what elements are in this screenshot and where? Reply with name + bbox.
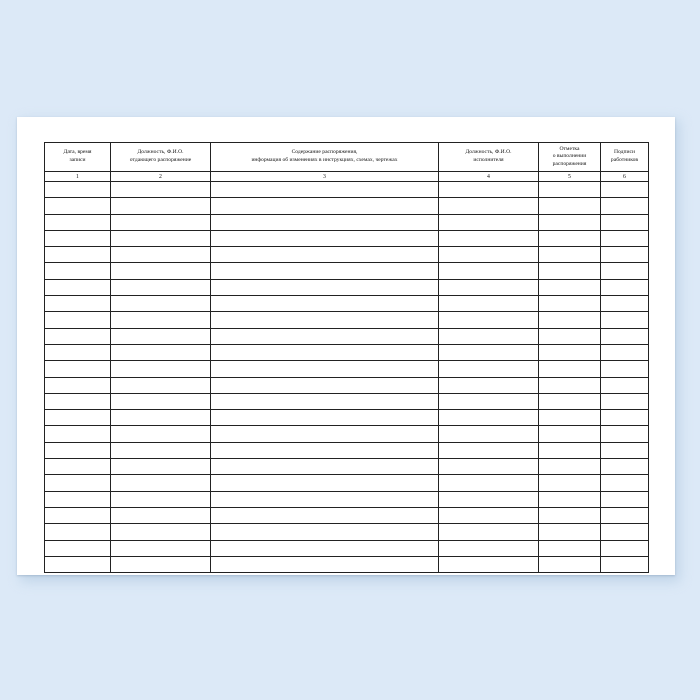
- table-row: [45, 361, 649, 377]
- table-cell-empty: [601, 491, 649, 507]
- table-cell-empty: [45, 524, 111, 540]
- table-cell-empty: [601, 198, 649, 214]
- table-cell-empty: [211, 279, 439, 295]
- table-row: [45, 230, 649, 246]
- table-cell-empty: [539, 426, 601, 442]
- column-number-row: [45, 172, 649, 182]
- table-cell-empty: [45, 459, 111, 475]
- table-cell-empty: [45, 328, 111, 344]
- table-cell-empty: [539, 393, 601, 409]
- table-cell-empty: [439, 230, 539, 246]
- table-cell-empty: [439, 247, 539, 263]
- table-cell-empty: [439, 182, 539, 198]
- header-line: записи: [69, 157, 86, 163]
- column-header-completion: [539, 143, 601, 172]
- column-header-executor: [439, 143, 539, 172]
- table-cell-empty: [439, 556, 539, 572]
- table-cell-empty: [439, 344, 539, 360]
- table-cell-empty: [111, 377, 211, 393]
- table-cell-empty: [111, 198, 211, 214]
- table-cell-empty: [45, 361, 111, 377]
- table-cell-empty: [111, 312, 211, 328]
- table-cell-empty: [601, 459, 649, 475]
- table-cell-empty: [539, 410, 601, 426]
- table-cell-empty: [439, 459, 539, 475]
- table-cell-empty: [539, 442, 601, 458]
- table-cell-empty: [211, 410, 439, 426]
- table-cell-empty: [211, 377, 439, 393]
- table-cell-empty: [45, 377, 111, 393]
- table-cell-empty: [539, 247, 601, 263]
- table-cell-empty: [539, 344, 601, 360]
- table-cell-empty: [45, 540, 111, 556]
- table-row: [45, 198, 649, 214]
- table-cell-empty: [439, 328, 539, 344]
- table-cell-empty: [211, 230, 439, 246]
- header-line: Дата, время: [63, 149, 92, 156]
- table-row: [45, 214, 649, 230]
- table-cell-empty: [45, 182, 111, 198]
- table-cell-empty: [45, 198, 111, 214]
- table-cell-empty: [45, 214, 111, 230]
- table-cell-empty: [111, 279, 211, 295]
- table-row: [45, 475, 649, 491]
- table-cell-empty: [111, 361, 211, 377]
- table-cell-empty: [45, 410, 111, 426]
- table-cell-empty: [211, 182, 439, 198]
- table-cell-empty: [211, 312, 439, 328]
- table-cell-empty: [539, 230, 601, 246]
- header-line: исполнителя: [473, 157, 504, 163]
- table-cell-empty: [45, 344, 111, 360]
- table-cell-empty: [45, 507, 111, 523]
- table-row: [45, 393, 649, 409]
- table-cell-empty: [211, 442, 439, 458]
- table-cell-empty: [211, 214, 439, 230]
- table-row: [45, 247, 649, 263]
- table-cell-empty: [111, 540, 211, 556]
- column-number: 4: [439, 172, 539, 182]
- table-cell-empty: [439, 361, 539, 377]
- column-header-content: [211, 143, 439, 172]
- table-cell-empty: [111, 247, 211, 263]
- table-cell-empty: [539, 214, 601, 230]
- table-cell-empty: [601, 312, 649, 328]
- table-cell-empty: [45, 230, 111, 246]
- table-cell-empty: [439, 312, 539, 328]
- table-cell-empty: [539, 296, 601, 312]
- table-cell-empty: [539, 507, 601, 523]
- table-cell-empty: [211, 198, 439, 214]
- table-cell-empty: [111, 230, 211, 246]
- column-number: 1: [45, 172, 111, 182]
- column-number: 6: [601, 172, 649, 182]
- header-line: отдающего распоряжение: [129, 157, 192, 163]
- header-line: работников: [610, 157, 639, 163]
- table-cell-empty: [111, 214, 211, 230]
- table-area: [44, 142, 648, 553]
- table-cell-empty: [211, 507, 439, 523]
- table-row: [45, 524, 649, 540]
- table-cell-empty: [439, 442, 539, 458]
- table-cell-empty: [439, 263, 539, 279]
- table-cell-empty: [439, 540, 539, 556]
- table-cell-empty: [111, 491, 211, 507]
- header-line: Содержание распоряжения,: [291, 149, 358, 156]
- table-cell-empty: [111, 442, 211, 458]
- table-cell-empty: [539, 475, 601, 491]
- table-cell-empty: [111, 263, 211, 279]
- table-head: [45, 143, 649, 182]
- table-cell-empty: [211, 491, 439, 507]
- table-cell-empty: [45, 296, 111, 312]
- table-cell-empty: [601, 410, 649, 426]
- table-row: [45, 459, 649, 475]
- table-cell-empty: [601, 182, 649, 198]
- table-cell-empty: [601, 296, 649, 312]
- table-cell-empty: [211, 344, 439, 360]
- table-cell-empty: [601, 247, 649, 263]
- column-header-date: [45, 143, 111, 172]
- table-row: [45, 442, 649, 458]
- table-row: [45, 182, 649, 198]
- table-cell-empty: [45, 263, 111, 279]
- header-line: Должность, Ф.И.О.: [137, 149, 184, 156]
- table-cell-empty: [539, 328, 601, 344]
- table-cell-empty: [211, 361, 439, 377]
- table-cell-empty: [211, 540, 439, 556]
- table-cell-empty: [211, 524, 439, 540]
- table-cell-empty: [45, 247, 111, 263]
- table-cell-empty: [439, 491, 539, 507]
- document-page: [17, 117, 675, 575]
- table-cell-empty: [439, 393, 539, 409]
- table-cell-empty: [539, 263, 601, 279]
- table-cell-empty: [439, 475, 539, 491]
- table-cell-empty: [211, 296, 439, 312]
- table-cell-empty: [45, 393, 111, 409]
- table-cell-empty: [45, 491, 111, 507]
- table-cell-empty: [211, 393, 439, 409]
- table-cell-empty: [45, 279, 111, 295]
- column-header-issuer: [111, 143, 211, 172]
- table-cell-empty: [539, 540, 601, 556]
- table-cell-empty: [111, 296, 211, 312]
- table-row: [45, 263, 649, 279]
- table-cell-empty: [539, 279, 601, 295]
- column-header-signatures: [601, 143, 649, 172]
- table-cell-empty: [601, 344, 649, 360]
- table-cell-empty: [539, 556, 601, 572]
- table-row: [45, 296, 649, 312]
- table-cell-empty: [539, 361, 601, 377]
- header-line: информация об изменениях в инструкциях, схемах, чертежах: [251, 157, 398, 163]
- column-number: 3: [211, 172, 439, 182]
- table-cell-empty: [601, 442, 649, 458]
- table-cell-empty: [111, 182, 211, 198]
- table-cell-empty: [45, 312, 111, 328]
- table-row: [45, 491, 649, 507]
- table-row: [45, 507, 649, 523]
- table-cell-empty: [601, 540, 649, 556]
- table-cell-empty: [601, 475, 649, 491]
- table-row: [45, 556, 649, 572]
- header-line: о выполнении: [552, 153, 587, 160]
- table-cell-empty: [111, 426, 211, 442]
- table-cell-empty: [45, 442, 111, 458]
- table-cell-empty: [601, 230, 649, 246]
- table-cell-empty: [601, 279, 649, 295]
- table-header-row: [45, 143, 649, 172]
- table-cell-empty: [601, 361, 649, 377]
- table-cell-empty: [439, 279, 539, 295]
- table-cell-empty: [601, 377, 649, 393]
- table-row: [45, 279, 649, 295]
- table-row: [45, 328, 649, 344]
- table-cell-empty: [439, 198, 539, 214]
- table-cell-empty: [111, 410, 211, 426]
- table-cell-empty: [45, 475, 111, 491]
- table-cell-empty: [601, 507, 649, 523]
- table-cell-empty: [111, 507, 211, 523]
- table-cell-empty: [111, 344, 211, 360]
- table-cell-empty: [211, 263, 439, 279]
- table-cell-empty: [601, 328, 649, 344]
- table-cell-empty: [211, 459, 439, 475]
- table-cell-empty: [601, 393, 649, 409]
- header-line: Должность, Ф.И.О.: [465, 149, 512, 156]
- table-cell-empty: [211, 475, 439, 491]
- table-cell-empty: [211, 247, 439, 263]
- table-cell-empty: [601, 524, 649, 540]
- table-cell-empty: [439, 507, 539, 523]
- table-cell-empty: [45, 556, 111, 572]
- table-cell-empty: [601, 556, 649, 572]
- table-cell-empty: [539, 182, 601, 198]
- table-row: [45, 377, 649, 393]
- table-cell-empty: [539, 524, 601, 540]
- table-cell-empty: [111, 556, 211, 572]
- table-cell-empty: [211, 426, 439, 442]
- table-cell-empty: [439, 410, 539, 426]
- header-line: Подписи: [614, 149, 635, 156]
- table-cell-empty: [539, 491, 601, 507]
- table-cell-empty: [439, 214, 539, 230]
- table-cell-empty: [439, 524, 539, 540]
- table-cell-empty: [439, 296, 539, 312]
- table-cell-empty: [601, 426, 649, 442]
- table-row: [45, 312, 649, 328]
- table-body: [45, 182, 649, 573]
- table-cell-empty: [539, 459, 601, 475]
- table-row: [45, 344, 649, 360]
- table-cell-empty: [601, 214, 649, 230]
- table-cell-empty: [211, 556, 439, 572]
- table-cell-empty: [211, 328, 439, 344]
- table-cell-empty: [111, 393, 211, 409]
- table-cell-empty: [111, 459, 211, 475]
- table-row: [45, 426, 649, 442]
- table-cell-empty: [111, 524, 211, 540]
- column-number: 2: [111, 172, 211, 182]
- table-cell-empty: [539, 377, 601, 393]
- table-row: [45, 410, 649, 426]
- table-cell-empty: [111, 328, 211, 344]
- table-cell-empty: [601, 263, 649, 279]
- table-cell-empty: [439, 377, 539, 393]
- column-number: 5: [539, 172, 601, 182]
- table-cell-empty: [539, 198, 601, 214]
- table-cell-empty: [439, 426, 539, 442]
- register-table: [44, 142, 649, 573]
- table-row: [45, 540, 649, 556]
- table-cell-empty: [45, 426, 111, 442]
- header-line: распоряжения: [552, 160, 587, 167]
- header-line: Отметка: [559, 145, 580, 152]
- table-cell-empty: [111, 475, 211, 491]
- table-cell-empty: [539, 312, 601, 328]
